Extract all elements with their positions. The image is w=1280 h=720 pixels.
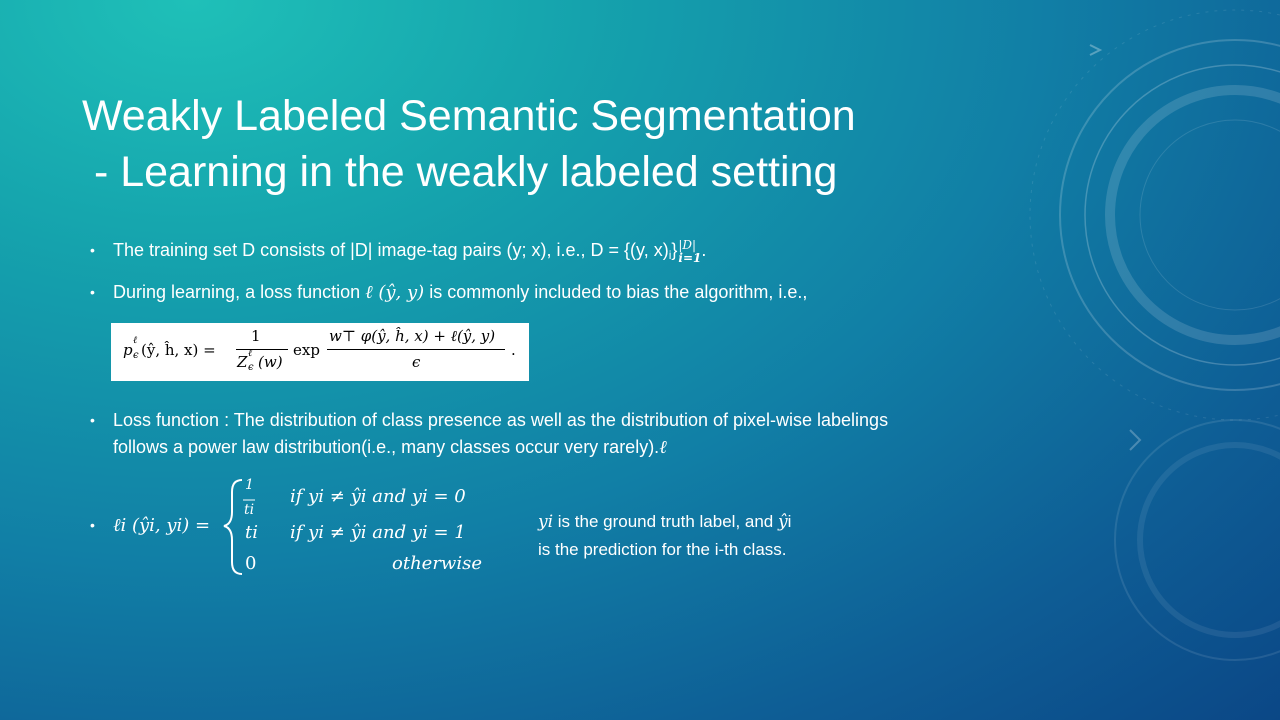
loss-intro-before: During learning, a loss function (113, 282, 366, 302)
training-set-end: . (701, 240, 707, 260)
bullet-marker: • (90, 284, 95, 300)
training-set-text: The training set D consists of |D| image-tag pairs (y; x), i.e., D = {(y, x) (113, 240, 669, 260)
note-var-y: yi (538, 512, 554, 532)
formula-exp: exp (293, 341, 320, 359)
training-set-close: } (671, 240, 678, 260)
case3-condition: otherwise (392, 553, 482, 574)
case2-condition: if yi ≠ ŷi and yi = 1 (290, 522, 466, 543)
bullet-marker: • (90, 517, 95, 533)
case1-condition: if yi ≠ ŷi and yi = 0 (290, 486, 466, 507)
formula-lhs-args: (ŷ, ĥ, x) = (141, 341, 216, 359)
bullet-marker: • (90, 242, 95, 258)
note-line1-text: is the ground truth label, and (553, 512, 778, 531)
loss-symbol: ℓ (659, 437, 667, 458)
loss-function-line2: follows a power law distribution(i.e., many classes occur very rarely). (113, 437, 660, 457)
note-line2: is the prediction for the i-th class. (538, 540, 787, 559)
formula-den1: Z (237, 353, 248, 371)
formula-lhs-sub: ϵ (133, 350, 139, 361)
formula-lhs-p: p (123, 341, 133, 359)
training-set-sup: |D| (678, 238, 697, 252)
bullet-marker: • (90, 412, 95, 428)
formula-den1-sub: ϵ (248, 362, 254, 373)
formula-den1-sup: ℓ (248, 348, 253, 359)
case1-value-den: ti (244, 502, 255, 518)
note-line1 (538, 508, 791, 536)
case1-value-num: 1 (245, 477, 254, 493)
formula-num2: w⊤ φ(ŷ, ĥ, x) + ℓ(ŷ, y) (329, 327, 496, 345)
loss-function-symbol: ℓ (ŷ, y) (365, 282, 425, 303)
case2-value: ti (245, 522, 258, 543)
slide-title-line2: - Learning in the weakly labeled setting (82, 148, 838, 196)
case3-value: 0 (245, 553, 257, 574)
note-line1-tail: i (787, 512, 792, 531)
formula-lhs-sup: ℓ (133, 335, 138, 346)
training-set-lower: i=1 (678, 251, 702, 265)
loss-function-line1: Loss function : The distribution of class presence as well as the distribution of pixel-wise labelings (113, 410, 889, 430)
formula-end: . (511, 341, 516, 359)
loss-intro-after: is commonly included to bias the algorithm, i.e., (424, 282, 808, 302)
training-set-sub: i (668, 248, 672, 262)
formula-num1: 1 (251, 327, 261, 345)
note-var-yhat: ŷ (777, 512, 788, 532)
loss-definition-lhs: ℓi (ŷi, yi) = (113, 515, 211, 536)
ground-truth-note (538, 508, 791, 564)
formula-den2: ϵ (412, 353, 421, 371)
slide-title-line1: Weakly Labeled Semantic Segmentation (82, 92, 856, 140)
formula-den1-args: (w) (258, 353, 283, 371)
